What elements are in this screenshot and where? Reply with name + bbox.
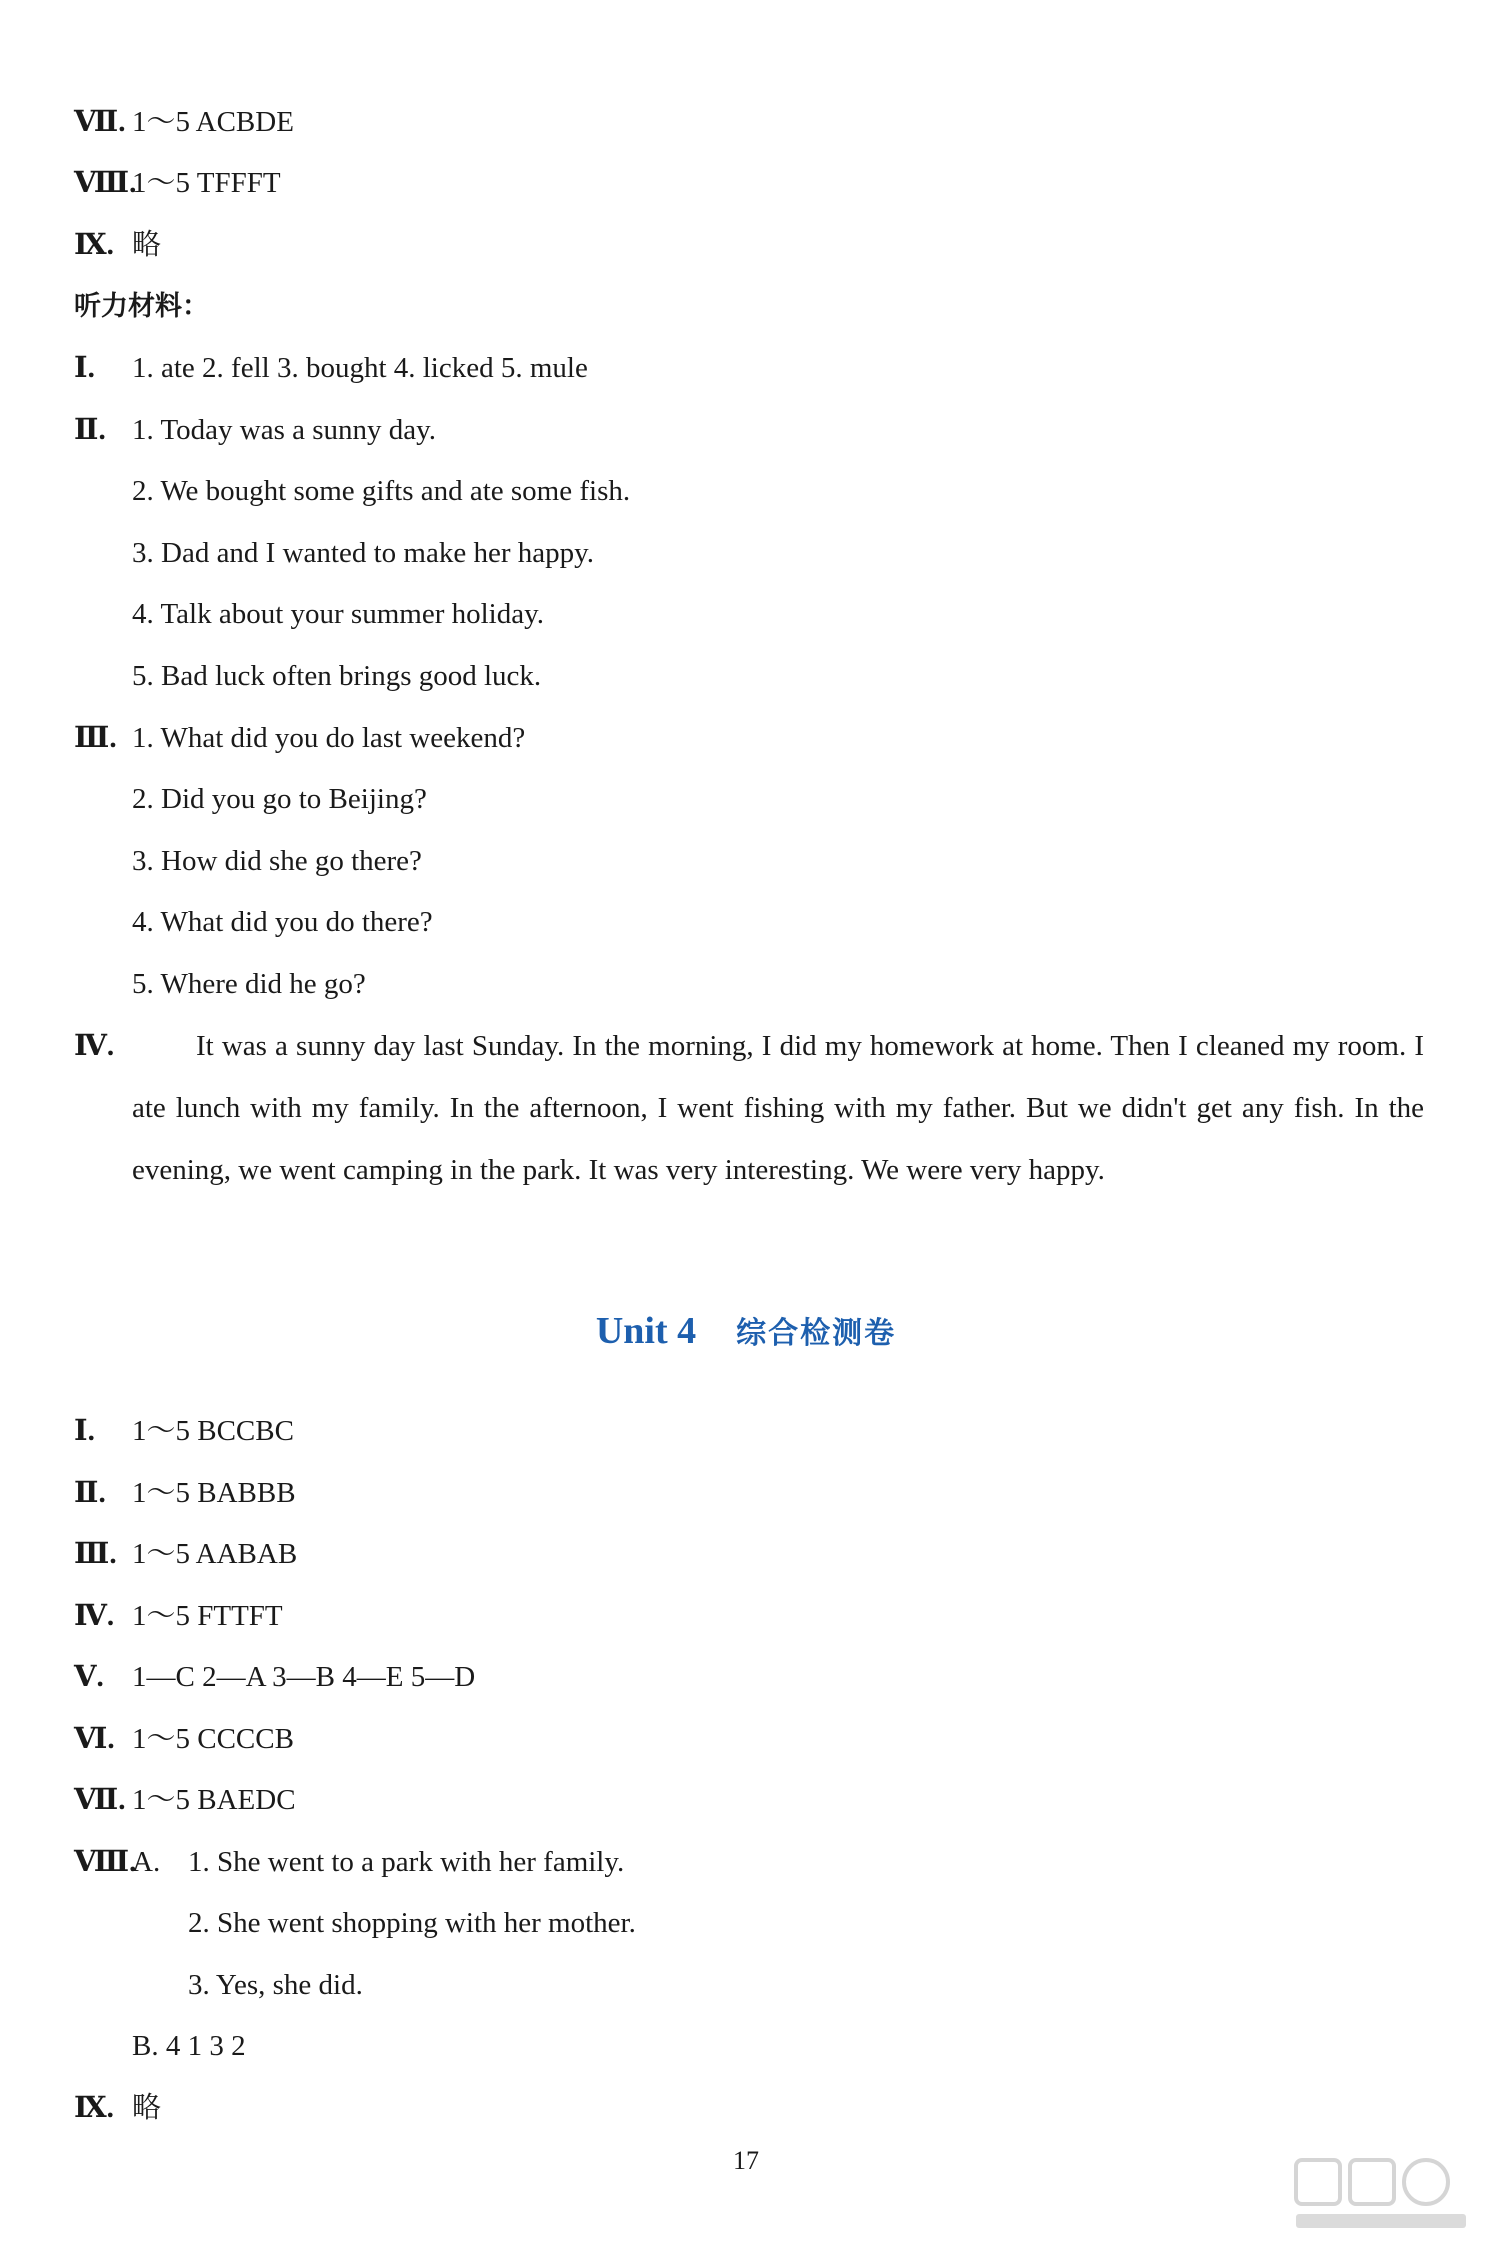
question-number: Ⅵ. [74, 1723, 115, 1755]
question-number: Ⅴ. [74, 1661, 104, 1693]
question-number: Ⅲ. [74, 722, 117, 754]
watermark-logo [1292, 2154, 1472, 2234]
listening-heading: 听力材料： [74, 291, 209, 322]
question-number: Ⅳ. [74, 1600, 115, 1632]
question-number: Ⅰ. [74, 352, 95, 384]
listening-q2-item: 2. We bought some gifts and ate some fish. [132, 475, 631, 507]
part-a-item: 3. Yes, she did. [188, 1969, 363, 2001]
answer-text: 1—C 2—A 3—B 4—E 5—D [132, 1661, 476, 1693]
listening-q3-item: 3. How did she go there? [132, 845, 422, 877]
question-number: Ⅶ. [74, 106, 126, 138]
answer-text: 1～5 BAEDC [132, 1784, 296, 1816]
listening-q2-item: 5. Bad luck often brings good luck. [132, 660, 542, 692]
listening-q4-paragraph: It was a sunny day last Sunday. In the morning, I did my homework at home. Then I cleaned my room. I ate lunch with my family. In the afternoon, I went fishing with my father. But we didn't get any fish. In the evening, we went camping in the park. It was very interesting. We were very happy. [132, 1030, 1424, 1186]
listening-q3-item: 4. What did you do there? [132, 906, 433, 938]
answer-text: 略 [132, 229, 162, 261]
answer-text: 1～5 FTTFT [132, 1600, 283, 1632]
answer-text: 1～5 TFFFT [132, 167, 281, 199]
question-number: Ⅸ. [74, 2092, 114, 2124]
listening-q3-item: 1. What did you do last weekend? [132, 722, 526, 754]
listening-q3-item: 2. Did you go to Beijing? [132, 783, 427, 815]
answer-text: 1～5 BCCBC [132, 1415, 294, 1447]
answer-text: 1～5 BABBB [132, 1477, 296, 1509]
question-number: Ⅳ. [74, 1030, 115, 1062]
question-number: Ⅰ. [74, 1415, 95, 1447]
answer-text: 1～5 CCCCB [132, 1723, 294, 1755]
question-number: Ⅷ. [74, 1846, 137, 1878]
unit-title [0, 1308, 1492, 1353]
question-number: Ⅱ. [74, 1477, 106, 1509]
unit-title-cn: 综合检测卷 [736, 1316, 897, 1351]
answer-text: 1～5 AABAB [132, 1538, 298, 1570]
part-a-label: A. [132, 1846, 161, 1878]
part-a-item: 2. She went shopping with her mother. [188, 1907, 636, 1939]
question-number: Ⅶ. [74, 1784, 126, 1816]
listening-q2-item: 3. Dad and I wanted to make her happy. [132, 537, 594, 569]
page-number: 17 [733, 2146, 759, 2175]
listening-q3-item: 5. Where did he go? [132, 968, 366, 1000]
question-number: Ⅲ. [74, 1538, 117, 1570]
question-number: Ⅱ. [74, 414, 106, 446]
listening-q2-item: 1. Today was a sunny day. [132, 414, 437, 446]
part-b-answer: B. 4 1 3 2 [132, 2030, 246, 2062]
listening-q1-text: 1. ate 2. fell 3. bought 4. licked 5. mule [132, 352, 588, 384]
answer-text: 略 [132, 2092, 162, 2124]
question-number: Ⅷ. [74, 167, 137, 199]
listening-q2-item: 4. Talk about your summer holiday. [132, 598, 544, 630]
unit-title-en: Unit 4 [595, 1310, 697, 1352]
part-a-item: 1. She went to a park with her family. [188, 1846, 625, 1878]
answer-text: 1～5 ACBDE [132, 106, 294, 138]
question-number: Ⅸ. [74, 229, 114, 261]
